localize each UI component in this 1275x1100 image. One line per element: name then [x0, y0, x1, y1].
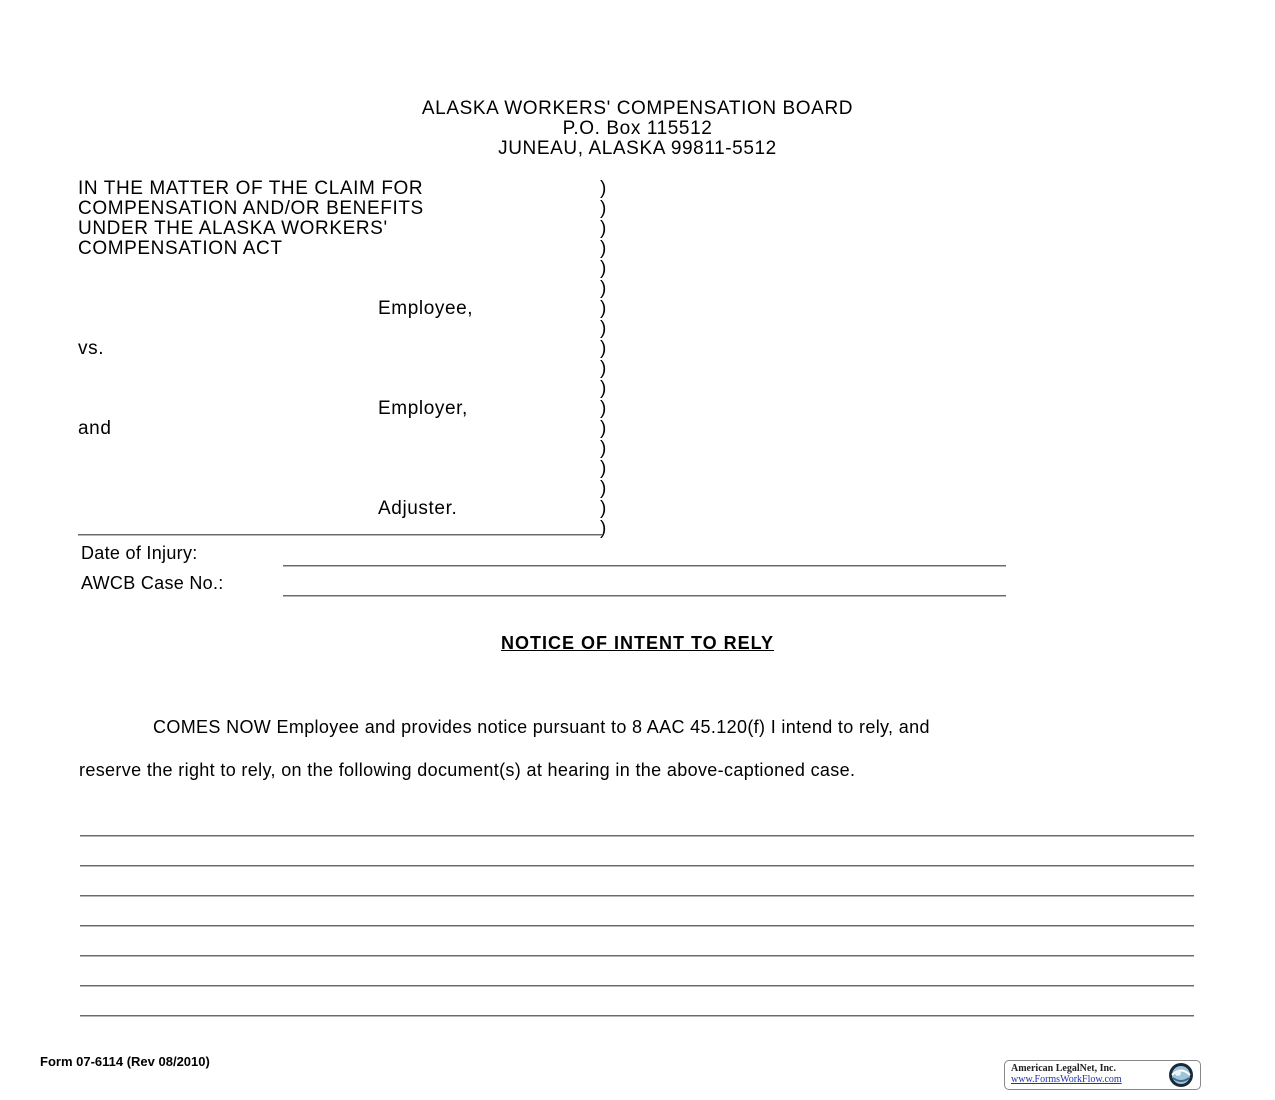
caption-paren: ): [600, 358, 607, 379]
matter-line-1: IN THE MATTER OF THE CLAIM FOR: [78, 178, 424, 199]
caption-paren: ): [600, 378, 607, 399]
document-entry-5[interactable]: [80, 934, 1194, 955]
notice-title: NOTICE OF INTENT TO RELY: [500, 633, 775, 653]
case-number-label: AWCB Case No.:: [81, 573, 224, 593]
document-entry-7[interactable]: [80, 994, 1194, 1015]
matter-line-2: COMPENSATION AND/OR BENEFITS: [78, 198, 424, 219]
caption-paren: ): [600, 258, 607, 279]
body-line-2: reserve the right to rely, on the following document(s) at hearing in the above-captioned case.: [79, 760, 856, 780]
caption-paren: ): [600, 398, 607, 419]
employee-label: Employee,: [378, 298, 474, 319]
document-entry-3[interactable]: [80, 874, 1194, 895]
vs-label: vs.: [78, 338, 105, 359]
document-entry-6[interactable]: [80, 964, 1194, 985]
document-line: [80, 865, 1194, 867]
caption-paren: ): [600, 338, 607, 359]
case-number-line: [283, 595, 1006, 597]
caption-paren: ): [600, 438, 607, 459]
employer-label: Employer,: [378, 398, 468, 419]
caption-bottom-rule: [78, 534, 602, 536]
date-of-injury-line: [283, 565, 1006, 567]
document-line: [80, 985, 1194, 987]
document-entry-1[interactable]: [80, 814, 1194, 835]
caption-paren: ): [600, 318, 607, 339]
caption-paren: ): [600, 278, 607, 299]
and-label: and: [78, 418, 112, 439]
caption-paren: ): [600, 178, 607, 199]
body-line-1: COMES NOW Employee and provides notice pursuant to 8 AAC 45.120(f) I intend to rely, and: [153, 717, 930, 737]
caption-paren: ): [600, 218, 607, 239]
caption-paren: ): [600, 458, 607, 479]
document-line: [80, 955, 1194, 957]
document-line: [80, 1015, 1194, 1017]
caption-paren: ): [600, 238, 607, 259]
board-po-box: P.O. Box 115512: [562, 118, 713, 139]
form-id: Form 07-6114 (Rev 08/2010): [40, 1054, 210, 1069]
date-of-injury-field[interactable]: [286, 543, 1002, 565]
board-name: ALASKA WORKERS' COMPENSATION BOARD: [421, 98, 854, 119]
caption-paren: ): [600, 518, 607, 539]
adjuster-label: Adjuster.: [378, 498, 458, 519]
caption-paren: ): [600, 418, 607, 439]
matter-line-3: UNDER THE ALASKA WORKERS': [78, 218, 388, 239]
badge-company-name: American LegalNet, Inc.: [1011, 1063, 1116, 1074]
caption-paren: ): [600, 298, 607, 319]
date-of-injury-label: Date of Injury:: [81, 543, 198, 563]
caption-paren: ): [600, 198, 607, 219]
document-line: [80, 835, 1194, 837]
globe-logo-icon: [1166, 1062, 1196, 1088]
document-line: [80, 895, 1194, 897]
document-entry-2[interactable]: [80, 844, 1194, 865]
document-entry-4[interactable]: [80, 904, 1194, 925]
case-number-field[interactable]: [286, 573, 1002, 595]
legalnet-badge[interactable]: [1004, 1060, 1201, 1090]
caption-paren: ): [600, 498, 607, 519]
board-city: JUNEAU, ALASKA 99811-5512: [498, 138, 777, 159]
caption-paren: ): [600, 478, 607, 499]
matter-line-4: COMPENSATION ACT: [78, 238, 283, 259]
document-line: [80, 925, 1194, 927]
badge-url-link[interactable]: www.FormsWorkFlow.com: [1011, 1074, 1122, 1085]
